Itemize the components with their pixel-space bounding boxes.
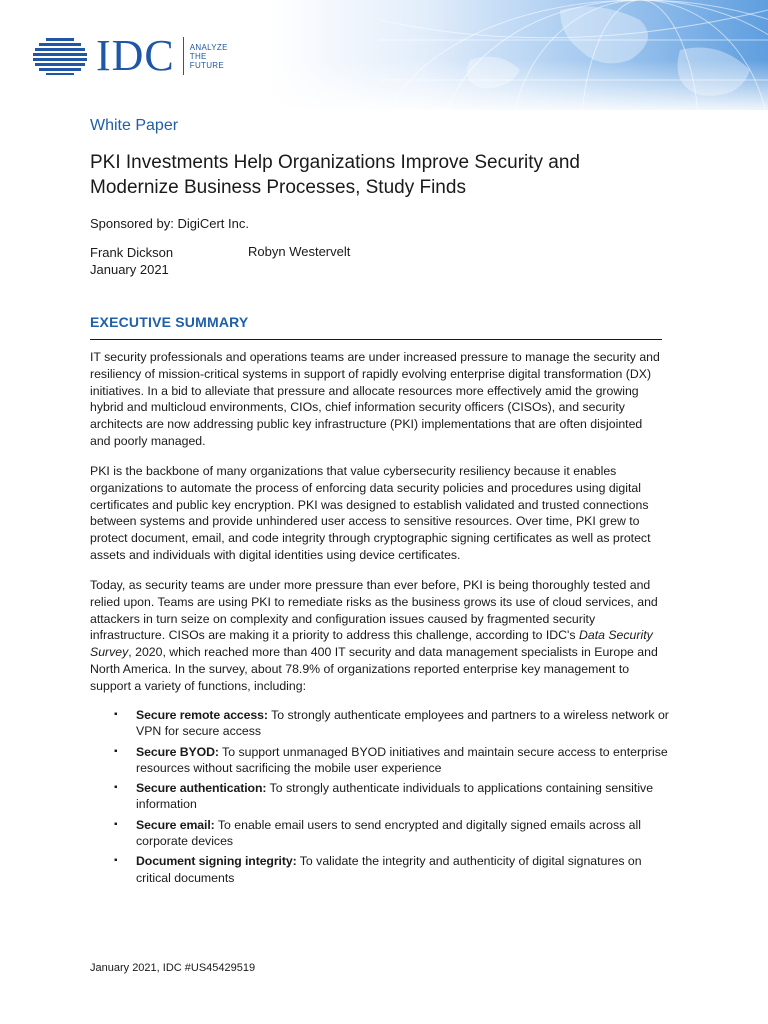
document-title	[90, 150, 690, 200]
function-list	[90, 707, 670, 890]
tagline-line: ANALYZE	[189, 42, 228, 52]
bullet-icon: ▪	[114, 818, 118, 830]
page-footer: January 2021, IDC #US45429519	[90, 962, 256, 974]
author-name: Robyn Westervelt	[248, 244, 351, 259]
bullet-icon: ▪	[114, 855, 118, 867]
paragraph: IT security professionals and operations teams are under increased pressure to manage the security and resiliency of mission-critical systems in support of rapidly evolving enterprise digital transformation (DX) initiatives. In a bid to alleviate that pressure and allocate resources more effectively amid the growing hybrid and multicloud environments, CIOs, chief information security officers (CISOs), and security architects are now addressing public key infrastructure (PKI) implementations that are often disjointed and poorly managed.	[90, 350, 660, 448]
tagline-line: FUTURE	[189, 60, 225, 70]
bullet-icon: ▪	[114, 709, 118, 720]
list-item	[90, 707, 670, 740]
section-heading: EXECUTIVE SUMMARY	[90, 314, 249, 330]
list-item	[90, 817, 670, 850]
list-item	[90, 853, 670, 886]
list-item	[90, 744, 670, 777]
list-item-text: To enable email users to send encrypted and digitally signed emails across all corporate devices	[136, 817, 641, 849]
logo-tagline	[190, 43, 228, 70]
list-item-term: Document signing integrity:	[136, 854, 297, 869]
tagline-line: THE	[189, 51, 207, 61]
list-item-text: To support unmanaged BYOD initiatives and maintain secure access to enterprise resources without sacrificing the mobile user experience	[136, 744, 668, 775]
list-item-term: Secure authentication:	[136, 781, 267, 796]
paragraph-text: , 2020, which reached more than 400 IT security and data management specialists in Europe and North America. In the survey, about 78.9% of organizations reported enterprise key management to support a variety of functions, including:	[90, 645, 658, 693]
logo-divider	[183, 37, 184, 75]
author-block	[90, 244, 173, 278]
list-item	[90, 780, 670, 813]
list-item-text: To strongly authenticate individuals to applications containing sensitive information	[136, 781, 654, 812]
bullet-icon: ▪	[114, 745, 118, 757]
paragraph-text: Today, as security teams are under more pressure than ever before, PKI is being thoroughly tested and relied upon. Teams are using PKI to remediate risks as the business grows its use of cloud services, and attackers in turn seize on complexity and configuration issues caused by fragmented security infrastructure. CISOs are making it a priority to address this challenge, according to IDC's	[90, 578, 658, 643]
list-item-text: To validate the integrity and authenticity of digital signatures on critical documents	[136, 854, 642, 885]
sponsor-line: Sponsored by: DigiCert Inc.	[90, 216, 249, 231]
title-line: PKI Investments Help Organizations Improve Security and	[90, 152, 581, 173]
section-divider	[90, 339, 662, 340]
document-type: White Paper	[90, 117, 179, 134]
author-name: Frank Dickson	[90, 245, 174, 260]
survey-name: Data Security Survey	[90, 628, 653, 660]
paragraph	[90, 577, 665, 695]
logo-wordmark: IDC	[96, 31, 175, 80]
striped-globe-icon	[32, 36, 88, 76]
list-item-term: Secure email:	[136, 817, 215, 832]
idc-logo	[32, 31, 228, 80]
list-item-term: Secure BYOD:	[136, 744, 219, 759]
title-line: Modernize Business Processes, Study Finds	[90, 177, 466, 198]
bullet-icon: ▪	[114, 782, 118, 794]
paragraph: PKI is the backbone of many organizations that value cybersecurity resiliency because it enables organizations to automate the process of enforcing data security policies and procedures using digital certificates and public key encryption. PKI was designed to establish validated and trusted connections between systems and provide unhindered user access to sensitive resources. Over time, PKI grew to protect document, email, and code integrity through cryptographic signing certificates as well as protect assets and individuals with digital identities using device certificates.	[90, 464, 651, 562]
list-item-text: To strongly authenticate employees and partners to a wireless network or VPN for secure access	[136, 708, 669, 739]
publication-date: January 2021	[90, 262, 169, 277]
list-item-term: Secure remote access:	[136, 708, 268, 722]
